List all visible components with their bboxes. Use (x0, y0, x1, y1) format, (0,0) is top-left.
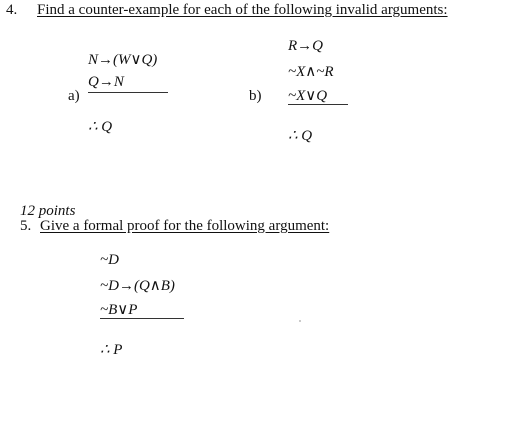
q5-conclusion: ∴ P (100, 342, 123, 358)
q5-premise-1: ~D (100, 252, 119, 268)
q5-number: 5. (20, 218, 32, 234)
q4a-label: a) (68, 88, 80, 104)
q5-instruction: Give a formal proof for the following argument: (40, 218, 330, 234)
q5-premise-3: ~B∨P (100, 302, 138, 318)
q4b-premise-3: ~X∨Q (288, 88, 328, 104)
q4b-argument-rule (288, 104, 348, 105)
q4-instruction: Find a counter-example for each of the following invalid arguments: (37, 2, 448, 18)
q4b-conclusion: ∴ Q (288, 128, 313, 144)
q5-argument-rule (100, 318, 184, 319)
q5-premise-2: ~D→(Q∧B) (100, 278, 175, 294)
q4a-premise-2: Q→N (88, 74, 124, 90)
q4a-premise-1: N→(W∨Q) (88, 52, 158, 68)
q4b-label: b) (249, 88, 262, 104)
q4a-argument-rule (88, 92, 168, 93)
q4b-premise-2: ~X∧~R (288, 64, 334, 80)
q4b-premise-1: R→Q (288, 38, 323, 54)
q5-points: 12 points (20, 203, 76, 219)
q4a-conclusion: ∴ Q (88, 119, 113, 135)
q4-number: 4. (6, 2, 18, 18)
scan-speck (299, 320, 301, 322)
